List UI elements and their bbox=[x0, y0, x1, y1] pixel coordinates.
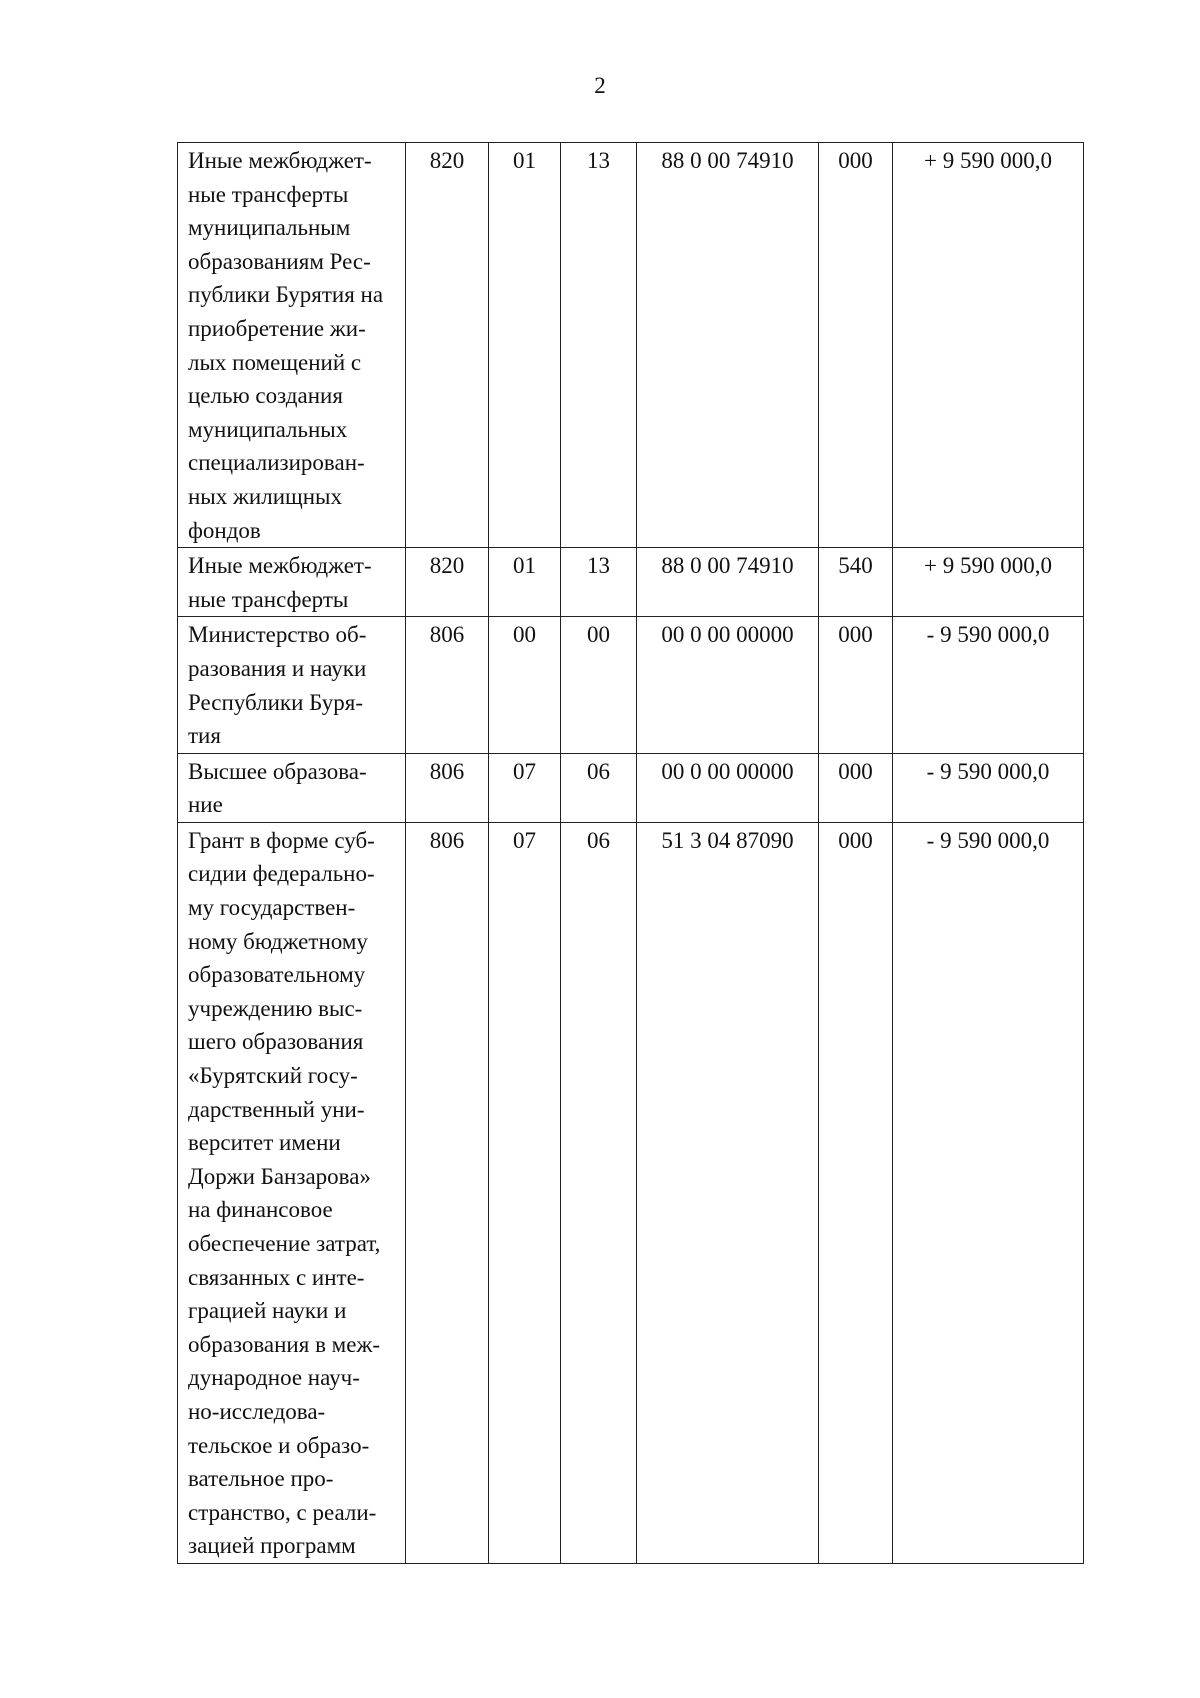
name-line: муниципальным bbox=[188, 215, 351, 241]
name-line: шего образования bbox=[188, 1029, 364, 1055]
name-line: Иные межбюджет- bbox=[188, 553, 372, 579]
name-line: дународное науч- bbox=[188, 1365, 360, 1391]
name-line: разования и науки bbox=[188, 655, 367, 681]
cell-amount: - 9 590 000,0 bbox=[893, 617, 1084, 753]
cell-amount: - 9 590 000,0 bbox=[893, 822, 1084, 1563]
name-line: ному бюджетному bbox=[188, 928, 368, 954]
name-line: муниципальных bbox=[188, 416, 348, 442]
cell-section: 07 bbox=[489, 822, 561, 1563]
cell-amount: + 9 590 000,0 bbox=[893, 143, 1084, 548]
name-line: ние bbox=[188, 792, 223, 818]
name-line: грацией науки и bbox=[188, 1298, 347, 1324]
cell-section: 01 bbox=[489, 143, 561, 548]
name-line: фондов bbox=[188, 517, 261, 543]
name-line: Иные межбюджет- bbox=[188, 148, 372, 173]
cell-expense-type: 000 bbox=[819, 143, 893, 548]
cell-ministry: 806 bbox=[406, 753, 489, 822]
cell-section: 07 bbox=[489, 753, 561, 822]
cell-target: 88 0 00 74910 bbox=[637, 548, 819, 617]
name-line: Высшее образова- bbox=[188, 758, 367, 784]
name-line: вательное про- bbox=[188, 1466, 334, 1492]
name-line: связанных с инте- bbox=[188, 1264, 365, 1290]
name-line: публики Бурятия на bbox=[188, 282, 384, 308]
name-line: на финансовое bbox=[188, 1197, 333, 1223]
name-line: верситет имени bbox=[188, 1130, 341, 1156]
name-line: тельское и образо- bbox=[188, 1432, 370, 1458]
page-number: 2 bbox=[594, 73, 606, 98]
name-line: учреждению выс- bbox=[188, 995, 363, 1021]
name-line: обеспечение затрат, bbox=[188, 1231, 381, 1256]
cell-name bbox=[178, 548, 406, 617]
name-line: Министерство об- bbox=[188, 622, 367, 648]
name-line: дарственный уни- bbox=[188, 1096, 365, 1122]
table-row bbox=[178, 617, 1084, 753]
cell-expense-type: 000 bbox=[819, 753, 893, 822]
cell-expense-type: 000 bbox=[819, 822, 893, 1563]
cell-ministry: 820 bbox=[406, 548, 489, 617]
cell-target: 00 0 00 00000 bbox=[637, 617, 819, 753]
table-row bbox=[178, 753, 1084, 822]
name-line: целью создания bbox=[188, 383, 343, 409]
name-line: приобретение жи- bbox=[188, 315, 366, 341]
cell-subsection: 06 bbox=[561, 753, 637, 822]
cell-target: 51 3 04 87090 bbox=[637, 822, 819, 1563]
cell-section: 00 bbox=[489, 617, 561, 753]
cell-section: 01 bbox=[489, 548, 561, 617]
name-line: ные трансферты bbox=[188, 181, 349, 207]
cell-name bbox=[178, 753, 406, 822]
table-row bbox=[178, 822, 1084, 1563]
name-line: зацией программ bbox=[188, 1533, 356, 1559]
name-line: ные трансферты bbox=[188, 586, 349, 612]
name-line: лых помещений с bbox=[188, 349, 362, 375]
cell-name bbox=[178, 617, 406, 753]
cell-ministry: 806 bbox=[406, 822, 489, 1563]
name-line: странство, с реали- bbox=[188, 1499, 377, 1525]
name-line: специализирован- bbox=[188, 450, 365, 476]
table-row bbox=[178, 143, 1084, 548]
cell-amount: - 9 590 000,0 bbox=[893, 753, 1084, 822]
name-line: Республики Буря- bbox=[188, 689, 364, 715]
cell-ministry: 806 bbox=[406, 617, 489, 753]
cell-name bbox=[178, 143, 406, 548]
cell-expense-type: 540 bbox=[819, 548, 893, 617]
cell-target: 00 0 00 00000 bbox=[637, 753, 819, 822]
cell-subsection: 06 bbox=[561, 822, 637, 1563]
cell-ministry: 820 bbox=[406, 143, 489, 548]
name-line: Грант в форме суб- bbox=[188, 827, 375, 853]
budget-table bbox=[177, 142, 1084, 1564]
name-line: но-исследова- bbox=[188, 1398, 326, 1424]
name-line: му государствен- bbox=[188, 895, 356, 921]
name-line: тия bbox=[188, 723, 221, 749]
table-row bbox=[178, 548, 1084, 617]
name-line: ных жилищных bbox=[188, 483, 342, 509]
name-line: образования в меж- bbox=[188, 1331, 380, 1357]
cell-subsection: 13 bbox=[561, 143, 637, 548]
name-line: образовательному bbox=[188, 962, 366, 988]
name-line: сидии федерально- bbox=[188, 861, 375, 887]
cell-target: 88 0 00 74910 bbox=[637, 143, 819, 548]
cell-subsection: 00 bbox=[561, 617, 637, 753]
cell-subsection: 13 bbox=[561, 548, 637, 617]
cell-expense-type: 000 bbox=[819, 617, 893, 753]
name-line: «Бурятский госу- bbox=[188, 1063, 358, 1089]
cell-amount: + 9 590 000,0 bbox=[893, 548, 1084, 617]
name-line: Доржи Банзарова» bbox=[188, 1163, 371, 1189]
name-line: образованиям Рес- bbox=[188, 248, 371, 274]
cell-name bbox=[178, 822, 406, 1563]
table-body bbox=[178, 143, 1084, 1564]
